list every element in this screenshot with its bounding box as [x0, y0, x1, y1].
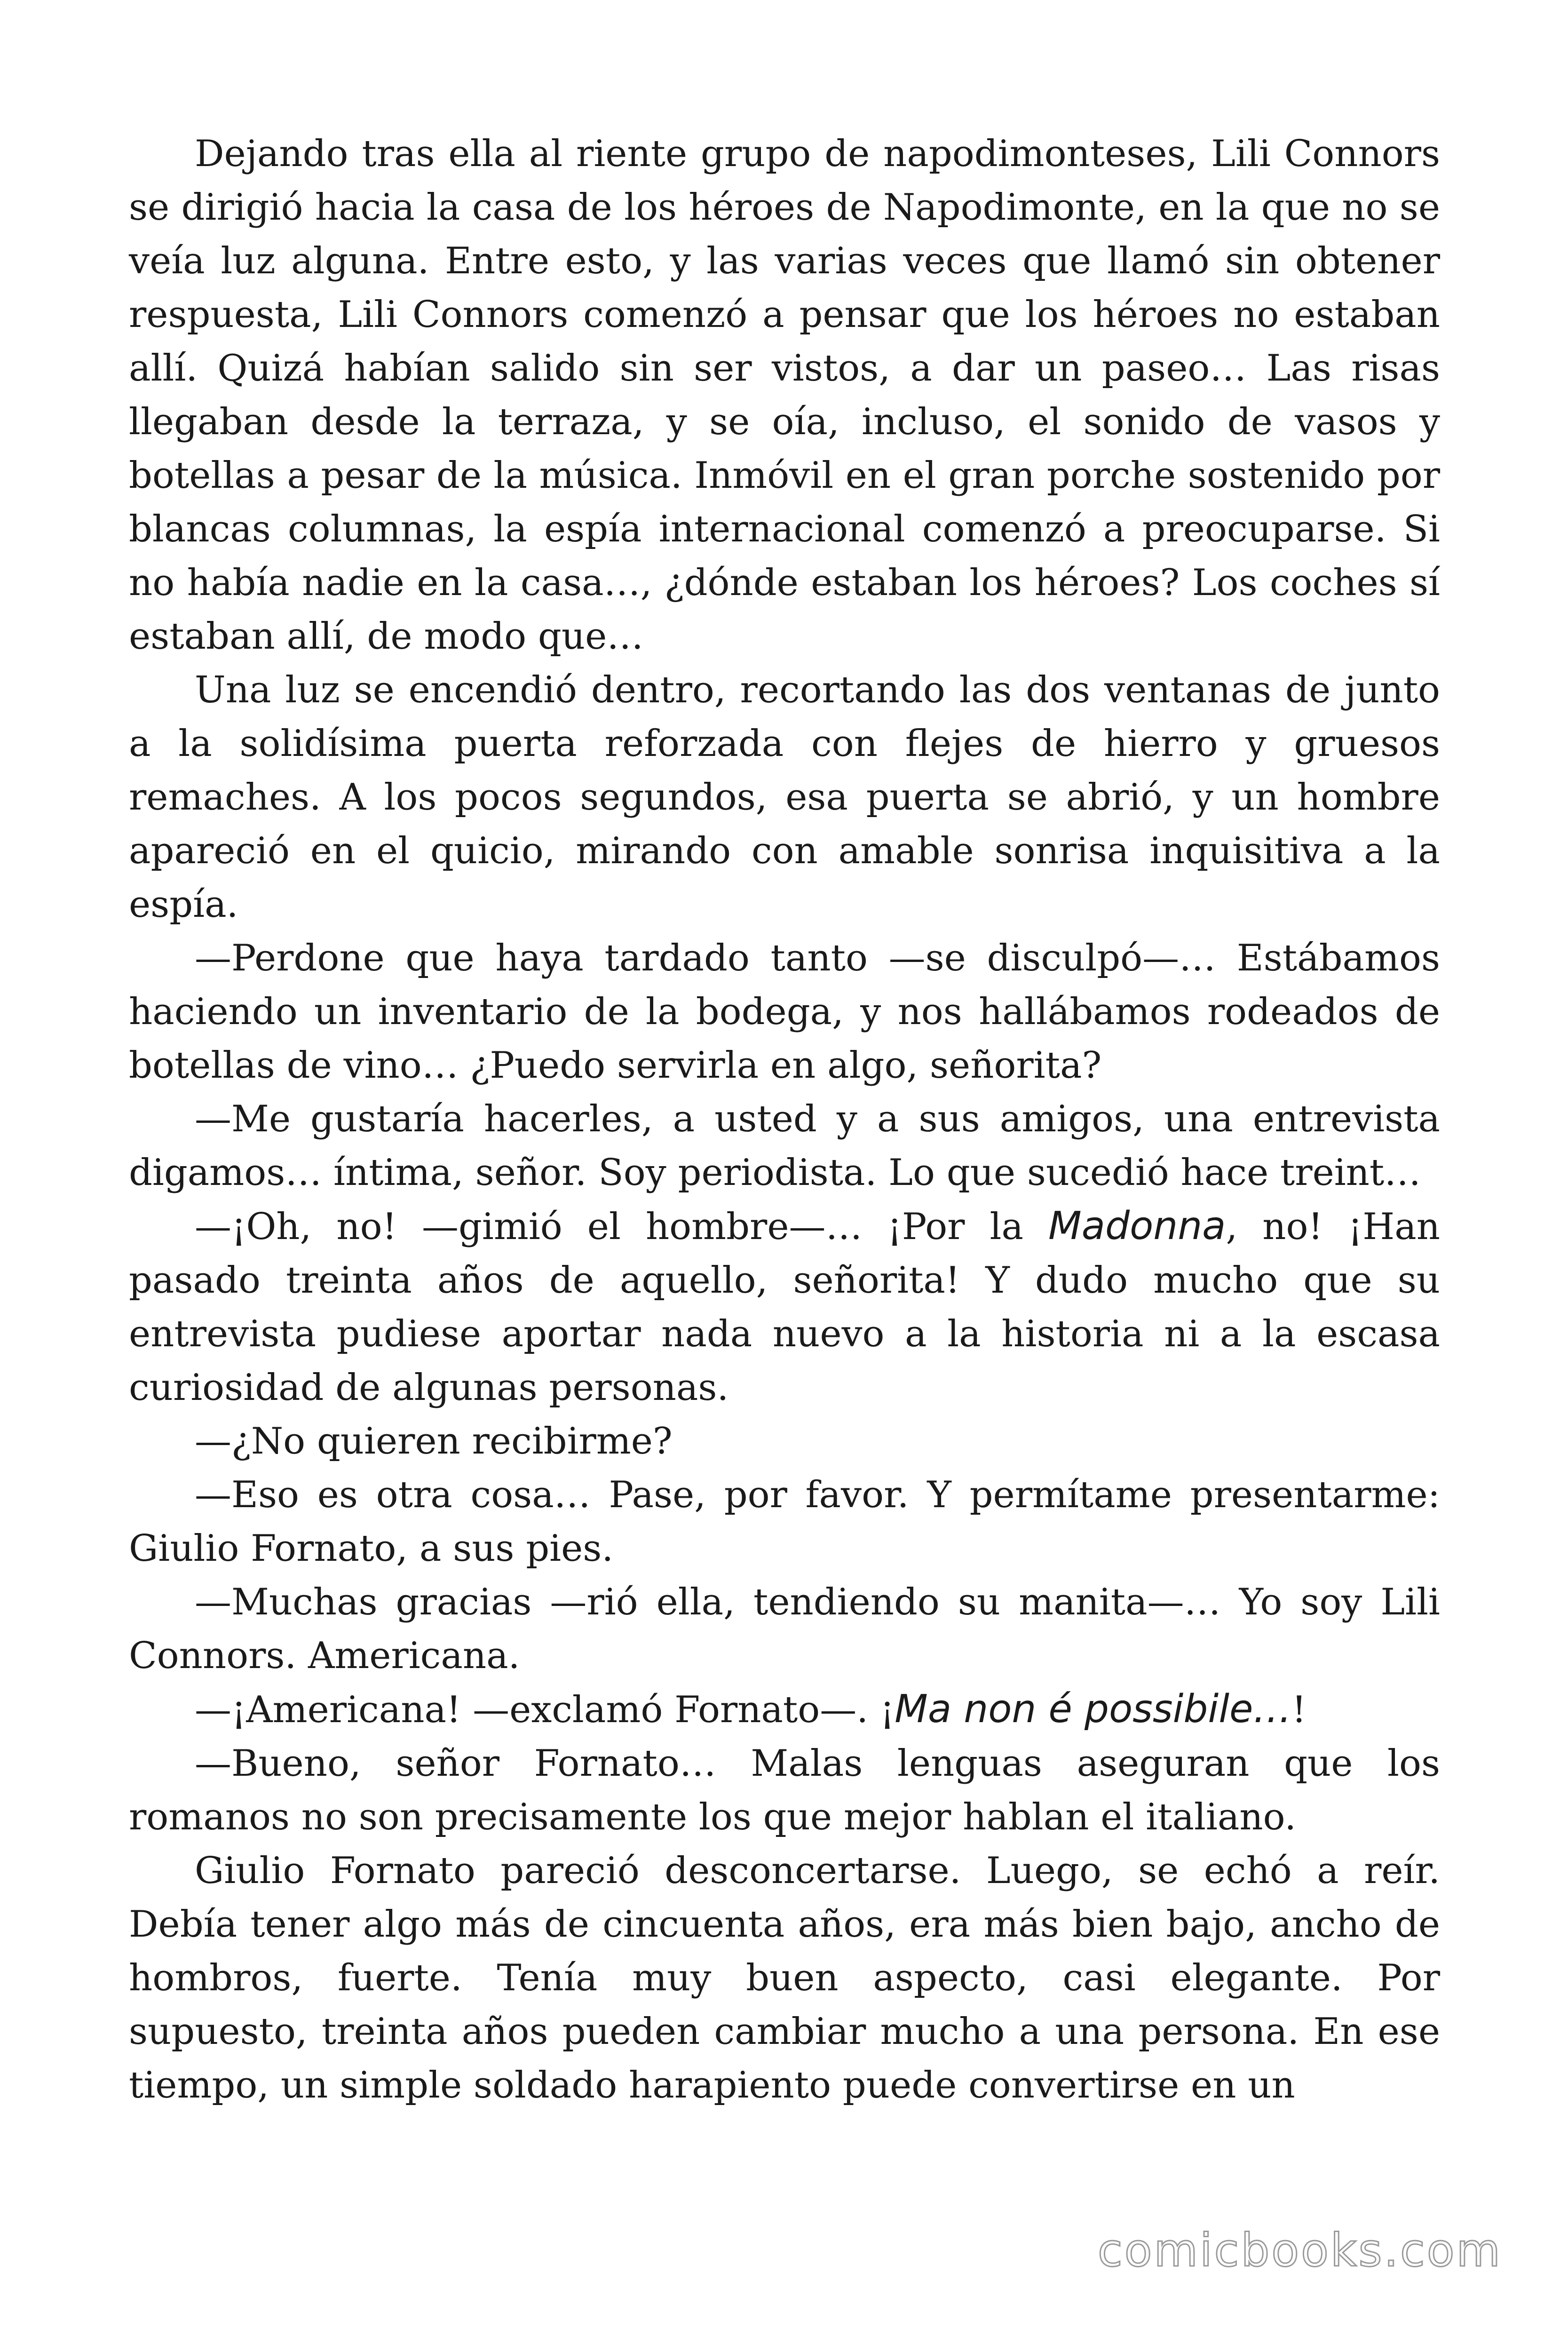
text-run: —Perdone que haya tardado tanto —se disculpó—… Estábamos haciendo un inventario de la bodega, y nos hallábamos rodeados de botellas de vino… ¿Puedo servirla en algo, señorita? — [129, 937, 1440, 1087]
text-run: Dejando tras ella al riente grupo de napodimonteses, Lili Connors se dirigió hacia la casa de los héroes de Napodimonte, en la que no se veía luz alguna. Entre esto, y las varias veces que llamó sin obtener respuesta, Lili Connors comenzó a pensar que los héroes no estaban allí. Quizá habían salido sin ser vistos, a dar un paseo… Las risas llegaban desde la terraza, y se oía, incluso, el sonido de vasos y botellas a pesar de la música. Inmóvil en el gran porche sostenido por blancas columnas, la espía internacional comenzó a preocuparse. Si no había nadie en la casa…, ¿dónde estaban los héroes? Los coches sí estaban allí, de modo que… — [129, 133, 1440, 658]
paragraph — [129, 931, 1440, 1092]
text-run: —Me gustaría hacerles, a usted y a sus amigos, una entrevista digamos… íntima, señor. Soy periodista. Lo que sucedió hace treint… — [129, 1098, 1440, 1194]
text-run: , no! ¡Han pasado treinta años de aquello, señorita! Y dudo mucho que su entrevista pudiese aportar nada nuevo a la historia ni a la escasa curiosidad de algunas personas. — [129, 1206, 1440, 1409]
italic-phrase: Madonna — [1048, 1204, 1226, 1248]
paragraph — [129, 1200, 1440, 1414]
text-run: —Eso es otra cosa… Pase, por favor. Y permítame presentarme: Giulio Fornato, a sus pies. — [129, 1474, 1440, 1570]
paragraph — [129, 1468, 1440, 1575]
text-run: —¡Oh, no! —gimió el hombre—… ¡Por la — [195, 1206, 1049, 1248]
paragraph — [129, 1575, 1440, 1683]
text-run: —¡Americana! —exclamó Fornato—. ¡ — [195, 1689, 895, 1731]
text-run: Una luz se encendió dentro, recortando las dos ventanas de junto a la solidísima puerta reforzada con flejes de hierro y gruesos remaches. A los pocos segundos, esa puerta se abrió, y un hombre apareció en el quicio, mirando con amable sonrisa inquisitiva a la espía. — [129, 669, 1440, 926]
text-run: —Muchas gracias —rió ella, tendiendo su manita—… Yo soy Lili Connors. Americana. — [129, 1581, 1440, 1677]
paragraph — [129, 1092, 1440, 1200]
paragraph — [129, 663, 1440, 931]
text-run: —¿No quieren recibirme? — [195, 1420, 673, 1462]
body-text — [129, 127, 1440, 2112]
paragraph — [129, 1414, 1440, 1468]
italic-phrase: Ma non é possibile… — [895, 1687, 1292, 1732]
text-run: Giulio Fornato pareció desconcertarse. Luego, se echó a reír. Debía tener algo más de cincuenta años, era más bien bajo, ancho de hombros, fuerte. Tenía muy buen aspecto, casi elegante. Por supuesto, treinta años pueden cambiar mucho a una persona. En ese tiempo, un simple soldado harapiento puede convertirse en un — [129, 1850, 1440, 2106]
paragraph — [129, 1683, 1440, 1737]
text-run: ! — [1291, 1689, 1307, 1731]
watermark-logo: comicbooks.com — [1097, 2224, 1502, 2277]
paragraph — [129, 1737, 1440, 1844]
paragraph — [129, 1844, 1440, 2112]
text-run: —Bueno, señor Fornato… Malas lenguas aseguran que los romanos no son precisamente los que mejor hablan el italiano. — [129, 1742, 1440, 1838]
paragraph — [129, 127, 1440, 663]
